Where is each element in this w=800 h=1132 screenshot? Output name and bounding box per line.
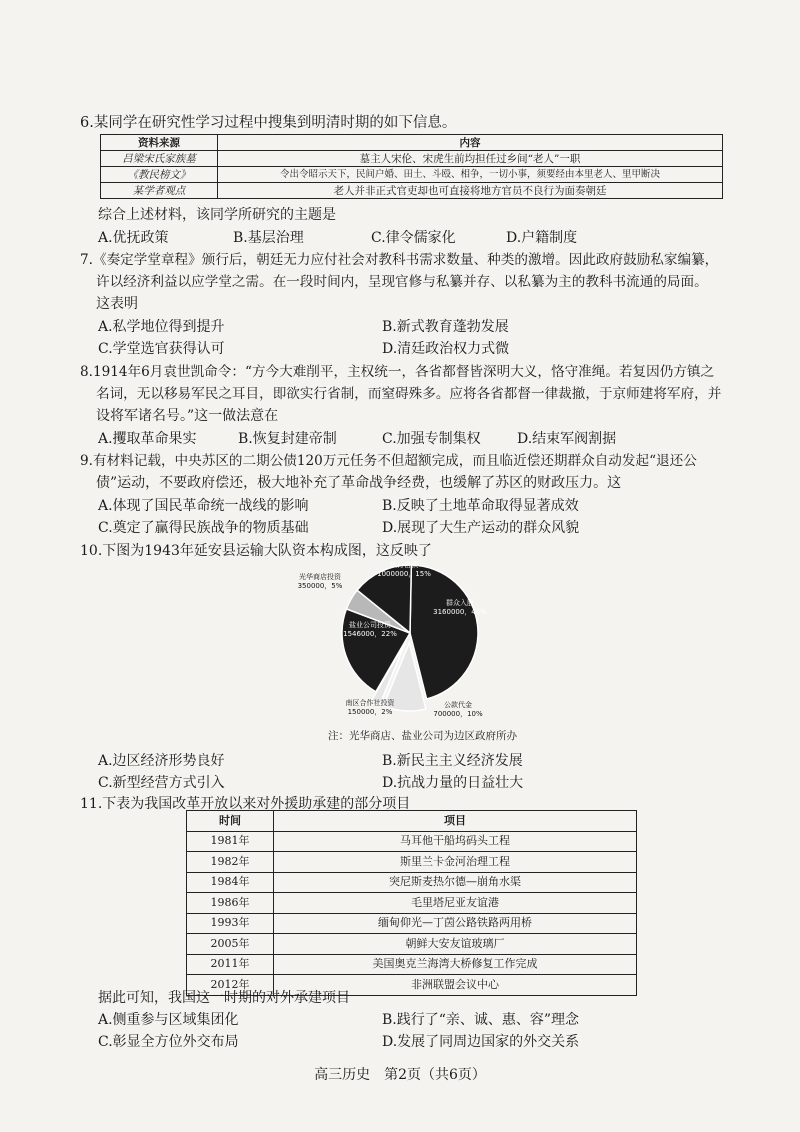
table-cell: 毛里塔尼亚友谊港 <box>274 893 637 914</box>
table-row <box>187 893 637 914</box>
q7-option-c[interactable]: C.学堂选官获得认可 <box>98 341 225 357</box>
pie-slice-label: 光华商店投资 <box>299 573 341 581</box>
table-header: 项目 <box>274 811 637 832</box>
q6-option-b[interactable]: B.基层治理 <box>233 230 304 246</box>
table-row <box>187 934 637 955</box>
q7-line-3: 这表明 <box>96 296 138 312</box>
q11-option-b[interactable]: B.践行了“亲、诚、惠、容”理念 <box>382 1012 580 1028</box>
pie-slice-label: 群众入股 <box>446 599 474 607</box>
table-cell: 马耳他干船坞码头工程 <box>274 831 637 852</box>
q11-stem: 11.下表为我国改革开放以来对外援助承建的部分项目 <box>80 796 411 812</box>
capital-pie-chart <box>290 555 530 725</box>
q8-option-c[interactable]: C.加强专制集权 <box>382 431 481 447</box>
table-row <box>101 135 723 151</box>
q7-option-d[interactable]: D.清廷政治权力式微 <box>382 341 510 357</box>
table-row <box>187 852 637 873</box>
q6-option-a[interactable]: A.优抚政策 <box>98 230 169 246</box>
table-cell: 1982年 <box>187 852 274 873</box>
q8-line-2: 名词，无以移易军民之耳目，即欲实行省制，而窒碍殊多。应将各省都督一律裁撤，于京师建将军府，并 <box>96 386 722 402</box>
table-row <box>187 811 637 832</box>
table-row <box>101 167 723 183</box>
q8-line-1: 8.1914年6月袁世凯命令：“方今大难削平，主权统一，各省都督皆深明大义，恪守准绳。若复因仍方镇之 <box>80 364 715 380</box>
pie-slice-value: 3160000，46% <box>433 608 487 616</box>
table-cell: 1984年 <box>187 872 274 893</box>
table-cell: 朝鲜大安友谊玻璃厂 <box>274 934 637 955</box>
q10-stem: 10.下图为1943年延安县运输大队资本构成图，这反映了 <box>80 543 432 559</box>
table-cell: 墓主人宋伦、宋虎生前均担任过乡间“老人”一职 <box>218 151 723 167</box>
pie-slice-value: 350000，5% <box>297 582 343 590</box>
table-row <box>101 151 723 167</box>
q10-option-d[interactable]: D.抗战力量的日益壮大 <box>382 775 524 791</box>
table-cell: 缅甸仰光—丁茵公路铁路两用桥 <box>274 913 637 934</box>
pie-slice-label: 公款代金 <box>444 701 472 709</box>
q9-option-c[interactable]: C.奠定了赢得民族战争的物质基础 <box>98 520 309 536</box>
q9-line-2: 债”运动，不要政府偿还，极大地补充了革命战争经费，也缓解了苏区的财政压力。这 <box>96 475 622 491</box>
pie-slice-label: 盐业公司投资 <box>349 621 391 629</box>
table-cell: 1981年 <box>187 831 274 852</box>
pie-slice-value: 1000000，15% <box>377 570 431 578</box>
q8-option-a[interactable]: A.攫取革命果实 <box>98 431 197 447</box>
table-cell: 突尼斯麦热尔德—崩角水渠 <box>274 872 637 893</box>
q10-option-c[interactable]: C.新型经营方式引入 <box>98 775 225 791</box>
table-cell: 2011年 <box>187 954 274 975</box>
q7-option-a[interactable]: A.私学地位得到提升 <box>98 319 225 335</box>
pie-slice <box>410 565 478 699</box>
pie-slice-value: 1546000，22% <box>343 630 397 638</box>
table-cell: 《教民榜文》 <box>101 167 218 183</box>
q11-option-c[interactable]: C.彰显全方位外交布局 <box>98 1034 239 1050</box>
table-cell: 某学者观点 <box>101 183 218 199</box>
q11-option-d[interactable]: D.发展了同周边国家的外交关系 <box>382 1034 580 1050</box>
page-footer: 高三历史 第2页（共6页） <box>314 1067 486 1083</box>
q8-line-3: 设将军诸名号。”这一做法意在 <box>96 408 279 424</box>
q6-option-d[interactable]: D.户籍制度 <box>506 230 578 246</box>
table-header: 时间 <box>187 811 274 832</box>
q6-question: 综合上述材料，该同学所研究的主题是 <box>98 207 336 223</box>
table-row <box>101 183 723 199</box>
table-header: 资料来源 <box>101 135 218 151</box>
q8-option-b[interactable]: B.恢复封建帝制 <box>238 431 337 447</box>
q6-stem: 6.某同学在研究性学习过程中搜集到明清时期的如下信息。 <box>80 115 457 131</box>
table-cell: 美国奥克兰海湾大桥修复工作完成 <box>274 954 637 975</box>
q6-option-c[interactable]: C.律令儒家化 <box>371 230 456 246</box>
table-header: 内容 <box>218 135 723 151</box>
table-cell: 吕梁宋氏家族墓 <box>101 151 218 167</box>
q7-option-b[interactable]: B.新式教育蓬勃发展 <box>382 319 509 335</box>
table-cell: 非洲联盟会议中心 <box>274 975 637 996</box>
table-row <box>187 954 637 975</box>
pie-slice-value: 150000，2% <box>347 708 393 716</box>
table-cell: 1993年 <box>187 913 274 934</box>
q7-line-2: 许以经济利益以应学堂之需。在一段时间内，呈现官修与私纂并存、以私纂为主的教科书流通的局面。 <box>96 274 708 290</box>
q8-option-d[interactable]: D.结束军阀割据 <box>517 431 617 447</box>
q9-option-b[interactable]: B.反映了土地革命取得显著成效 <box>382 498 579 514</box>
table-row <box>187 913 637 934</box>
q11-question: 据此可知，我国这一时期的对外承建项目 <box>98 990 350 1006</box>
table-cell: 老人并非正式官吏却也可直接将地方官员不良行为面奏朝廷 <box>218 183 723 199</box>
pie-slice-label: 银行借款 <box>390 561 418 569</box>
table-cell: 2012年 <box>187 975 274 996</box>
q11-option-a[interactable]: A.侧重参与区域集团化 <box>98 1012 239 1028</box>
table-cell: 2005年 <box>187 934 274 955</box>
q10-option-b[interactable]: B.新民主主义经济发展 <box>382 753 523 769</box>
table-cell: 1986年 <box>187 893 274 914</box>
q11-table <box>186 810 637 996</box>
table-cell: 令出令昭示天下，民间户婚、田土、斗殴、相争，一切小事，须要经由本里老人、里甲断决 <box>218 167 723 183</box>
pie-slice-value: 700000，10% <box>433 710 483 718</box>
table-row <box>187 872 637 893</box>
q10-option-a[interactable]: A.边区经济形势良好 <box>98 753 225 769</box>
q9-line-1: 9.有材料记载，中央苏区的二期公债120万元任务不但超额完成，而且临近偿还期群众自动发起“退还公 <box>80 453 697 469</box>
q7-line-1: 7.《奏定学堂章程》颁行后，朝廷无力应付社会对教科书需求数量、种类的激增。因此政府鼓励私家编纂， <box>80 252 719 268</box>
q9-option-a[interactable]: A.体现了国民革命统一战线的影响 <box>98 498 309 514</box>
table-cell: 斯里兰卡金河治理工程 <box>274 852 637 873</box>
chart-note: 注：光华商店、盐业公司为边区政府所办 <box>328 730 517 742</box>
q6-table <box>100 134 723 199</box>
q9-option-d[interactable]: D.展现了大生产运动的群众风貌 <box>382 520 580 536</box>
table-row <box>187 831 637 852</box>
pie-slice-label: 南区合作社投资 <box>345 699 395 707</box>
